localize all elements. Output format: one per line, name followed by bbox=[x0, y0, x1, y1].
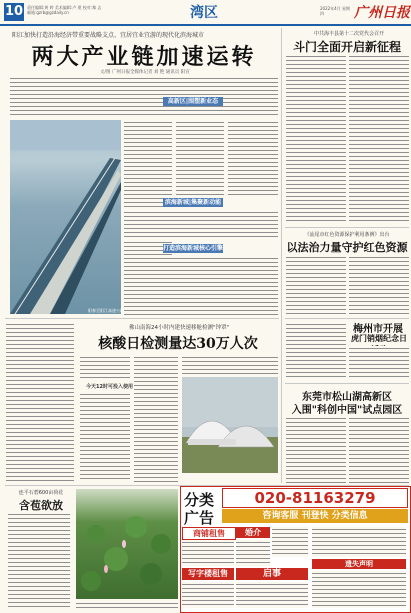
meizhou-col1 bbox=[286, 322, 346, 380]
ad-col4-body bbox=[182, 582, 234, 608]
ad-label-b: 广告 bbox=[184, 509, 215, 527]
ad-col5-body bbox=[312, 571, 406, 608]
ad-col2-head: 婚介 bbox=[236, 527, 270, 538]
main-col4 bbox=[124, 210, 278, 240]
header-meta: 责任编辑:黄 婷 美术编辑:卢 建 校对:黎 志 邮箱:gzrb@gzdaily.cn bbox=[27, 5, 102, 15]
subhead-chip-1: 高新区|围塑新业态 bbox=[163, 97, 223, 106]
ad-col3-body bbox=[236, 582, 308, 608]
covid-top-rule bbox=[5, 318, 279, 319]
main-col3 bbox=[228, 120, 278, 196]
right-top-title: 斗门全面开启新征程 bbox=[292, 40, 401, 54]
right-top-col1 bbox=[286, 54, 346, 224]
column-divider bbox=[281, 28, 282, 483]
right-top-col2 bbox=[349, 54, 409, 224]
right-divider-2 bbox=[285, 318, 409, 319]
section-name: 湾区 bbox=[190, 5, 218, 21]
ad-col-text-1 bbox=[272, 527, 308, 557]
lotus-col1 bbox=[8, 512, 70, 610]
ad-col3-head: 启事 bbox=[236, 568, 308, 580]
tent-photo bbox=[182, 377, 278, 473]
ad-col-text-2 bbox=[312, 527, 406, 557]
ad-label-a: 分类 bbox=[184, 491, 215, 509]
dongguan-col2 bbox=[349, 416, 409, 484]
right-mid-kicker: 《汕尾市红色资源保护利用条例》出台 bbox=[304, 232, 390, 238]
meizhou-title-2: 虎门销烟纪念日 bbox=[351, 333, 407, 343]
lotus-kicker: 连平石碧600亩荷花 bbox=[18, 490, 64, 496]
main-title: 两大产业链加速运转 bbox=[31, 44, 257, 70]
subhead-chip-2: 滨海新城|集聚新动能 bbox=[164, 199, 222, 206]
right-mid-title: 以法治力量守护红色资源 bbox=[286, 241, 408, 254]
page-number: 10 bbox=[4, 4, 24, 19]
ad-col4-head: 写字楼租售 bbox=[182, 568, 234, 580]
ad-col1-body bbox=[182, 540, 234, 566]
dongguan-title-2: 入围"科创中国"试点园区 bbox=[291, 405, 403, 416]
right-mid-col2 bbox=[349, 255, 409, 315]
ad-col1-head: 商铺租售 bbox=[182, 527, 236, 540]
lotus-title: 含苞欲放 bbox=[19, 499, 63, 512]
covid-subhead: 今天12时可投入使用 bbox=[86, 384, 133, 390]
lotus-photo bbox=[76, 489, 178, 599]
photo-caption: 阳春至阳江高速公路 bbox=[88, 308, 124, 313]
ad-slogan: 咨询客服 刊登快 分类信息 bbox=[222, 509, 408, 523]
ad-phone: 020-81163279 bbox=[222, 488, 408, 508]
main-byline: 文/图 广州日报全媒体记者 刘 艳 通讯员 阳宣 bbox=[100, 70, 190, 75]
meizhou-title-1: 梅州市开展 bbox=[353, 324, 403, 335]
ad-col2-body bbox=[236, 540, 270, 566]
header-date: 2022年4月 星期四 bbox=[320, 6, 350, 16]
ad-col5-head: 遗失声明 bbox=[312, 559, 406, 569]
right-top-kicker: 中共海丰县第十二次党代会召开 bbox=[313, 31, 384, 37]
main-kicker: 阳江加快打造沿海经济带重要战略支点、宜居宜业宜游的现代化滨海城市 bbox=[12, 32, 205, 39]
right-mid-col1 bbox=[286, 255, 346, 315]
masthead-logo: 广州日报 bbox=[354, 5, 410, 21]
covid-col2 bbox=[134, 355, 178, 482]
dongguan-col1 bbox=[286, 416, 346, 484]
dongguan-title-1: 东莞市松山湖高新区 bbox=[302, 392, 392, 403]
subhead-chip-3: 打造滨海新城核心引擎 bbox=[163, 245, 224, 252]
right-divider-3 bbox=[285, 383, 409, 384]
main-col2 bbox=[176, 120, 224, 196]
covid-col1-top bbox=[80, 355, 130, 380]
covid-col3 bbox=[182, 355, 278, 375]
main-col5 bbox=[124, 256, 278, 315]
right-divider-1 bbox=[285, 227, 409, 228]
lotus-caption bbox=[76, 601, 178, 610]
bridge-photo bbox=[10, 120, 121, 314]
covid-col1 bbox=[80, 392, 130, 482]
covid-title: 核酸日检测量达30万人次 bbox=[98, 336, 258, 352]
main-intro-text bbox=[10, 76, 278, 118]
covid-kicker: 佛山南海24小时内建快速移舱检测"钟罩" bbox=[128, 325, 230, 331]
meizhou-col2 bbox=[349, 346, 409, 380]
covid-left-col bbox=[6, 322, 74, 482]
